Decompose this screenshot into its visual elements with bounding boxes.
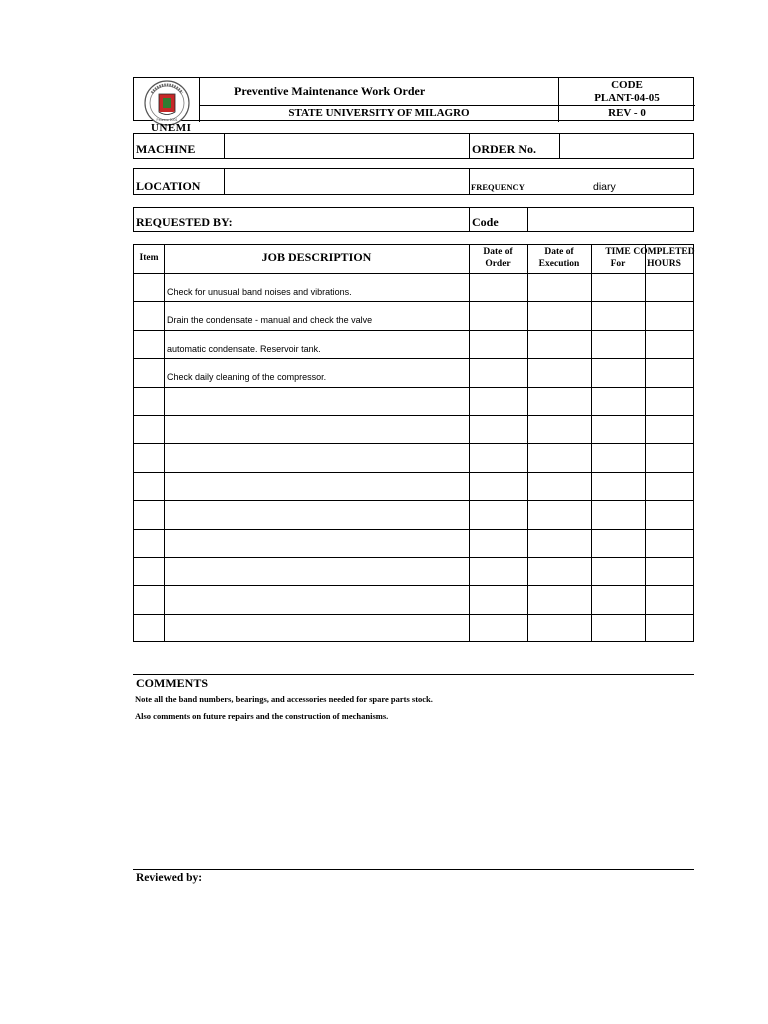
table-row[interactable] (134, 472, 693, 500)
table-row[interactable] (134, 443, 693, 471)
form-title: Preventive Maintenance Work Order (234, 84, 426, 98)
header-completed-hours: COMPLETED HOURS (633, 247, 695, 269)
comments-divider (133, 674, 694, 675)
reviewed-divider (133, 869, 694, 870)
code-label: CODE (611, 79, 643, 91)
logo-cell (134, 78, 200, 134)
header-date-of-execution: Date of Execution (538, 247, 580, 269)
requested-by-label: REQUESTED BY: (136, 215, 233, 229)
table-row[interactable] (134, 330, 693, 358)
revision: REV - 0 (608, 107, 646, 119)
job-table (133, 244, 694, 642)
location-field[interactable] (226, 169, 469, 194)
requested-by-row (133, 207, 694, 232)
table-row[interactable] (134, 415, 693, 443)
logo-text: UNEMI (151, 122, 192, 134)
code-field[interactable] (529, 208, 693, 231)
job-description-cell: Drain the condensate - manual and check the valve (167, 315, 373, 326)
frequency-value[interactable]: diary (593, 181, 616, 193)
frequency-label: FREQUENCY (471, 182, 525, 192)
machine-label: MACHINE (136, 142, 196, 156)
header-job-description: JOB DESCRIPTION (261, 250, 372, 264)
comments-heading: COMMENTS (136, 676, 208, 690)
table-row[interactable] (134, 557, 693, 585)
job-description-cell: Check daily cleaning of the compressor. (167, 372, 327, 383)
comments-line-2: Also comments on future repairs and the construction of mechanisms. (135, 711, 389, 721)
table-row[interactable] (134, 529, 693, 557)
order-no-field[interactable] (561, 134, 693, 158)
title-cell (200, 78, 559, 106)
svg-text:Febrero 2001: Febrero 2001 (156, 118, 178, 122)
machine-row (133, 133, 694, 159)
table-row[interactable] (134, 585, 693, 613)
location-row (133, 168, 694, 195)
header-item: Item (139, 253, 159, 263)
table-row[interactable] (134, 358, 693, 386)
header-time-for: TIME For (605, 247, 631, 269)
table-row[interactable] (134, 273, 693, 301)
form-header (133, 77, 694, 134)
machine-field[interactable] (226, 134, 469, 158)
job-description-cell: Check for unusual band noises and vibrations. (167, 287, 352, 297)
table-row[interactable] (134, 301, 693, 329)
code-cell (559, 78, 695, 106)
comments-line-1: Note all the band numbers, bearings, and accessories needed for spare parts stock. (135, 694, 433, 704)
order-no-label: ORDER No. (472, 142, 537, 156)
code-value: PLANT-04-05 (594, 92, 660, 104)
header-date-of-order: Date of Order (483, 247, 513, 269)
reviewed-by-label: Reviewed by: (136, 872, 203, 884)
table-row[interactable] (134, 500, 693, 528)
job-description-cell: automatic condensate. Reservoir tank. (167, 343, 321, 354)
table-row[interactable] (134, 614, 693, 642)
table-row[interactable] (134, 387, 693, 415)
location-label: LOCATION (136, 179, 201, 193)
university-name: STATE UNIVERSITY OF MILAGRO (200, 106, 559, 122)
code-field-label: Code (472, 215, 499, 229)
